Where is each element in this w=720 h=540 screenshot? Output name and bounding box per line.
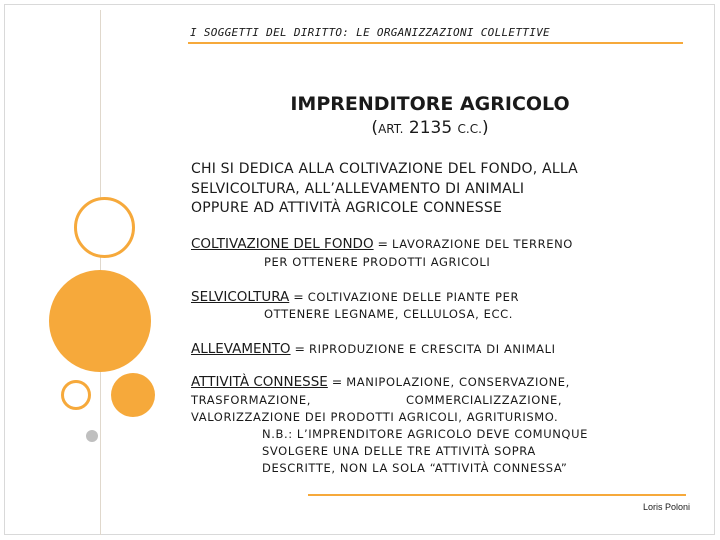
decorative-circle-medium <box>111 373 155 417</box>
header-rule <box>188 42 683 44</box>
definition-coltivazione: COLTIVAZIONE DEL FONDO = LAVORAZIONE DEL TERRENO <box>191 236 573 252</box>
definition-allevamento: ALLEVAMENTO = RIPRODUZIONE E CRESCITA DI ANIMALI <box>191 341 556 357</box>
intro-line: SELVICOLTURA, ALL’ALLEVAMENTO DI ANIMALI <box>191 180 525 197</box>
definition-continuation: COMMERCIALIZZAZIONE, <box>406 393 563 407</box>
definition-attivita-connesse: ATTIVITÀ CONNESSE = MANIPOLAZIONE, CONSERVAZIONE, <box>191 374 570 390</box>
decorative-ring-small <box>61 380 91 410</box>
note-line: SVOLGERE UNA DELLE TRE ATTIVITÀ SOPRA <box>262 444 536 458</box>
footer-rule <box>308 494 686 496</box>
note-line: DESCRITTE, NON LA SOLA “ATTIVITÀ CONNESSA” <box>262 461 568 475</box>
intro-line: OPPURE AD ATTIVITÀ AGRICOLE CONNESSE <box>191 200 502 216</box>
section-header: I SOGGETTI DEL DIRITTO: LE ORGANIZZAZIONI COLLETTIVE <box>190 26 550 39</box>
decorative-circle-large <box>49 270 151 372</box>
definition-continuation: TRASFORMAZIONE, <box>191 393 312 407</box>
definition-continuation: PER OTTENERE PRODOTTI AGRICOLI <box>264 255 491 269</box>
slide-subtitle: (ART. 2135 C.C.) <box>371 118 489 138</box>
definition-continuation: VALORIZZAZIONE DEI PRODOTTI AGRICOLI, AGRITURISMO. <box>191 410 559 424</box>
intro-text <box>191 160 691 219</box>
slide-title: IMPRENDITORE AGRICOLO <box>290 93 570 115</box>
decorative-dot <box>86 430 98 442</box>
definition-continuation: OTTENERE LEGNAME, CELLULOSA, ECC. <box>264 307 513 321</box>
definition-selvicoltura: SELVICOLTURA = COLTIVAZIONE DELLE PIANTE PER <box>191 289 520 305</box>
decorative-ring-large <box>74 197 135 258</box>
author-name: Loris Poloni <box>642 502 690 512</box>
intro-line: CHI SI DEDICA ALLA COLTIVAZIONE DEL FONDO, ALLA <box>191 161 578 177</box>
note-line: N.B.: L’IMPRENDITORE AGRICOLO DEVE COMUNQUE <box>262 427 588 441</box>
